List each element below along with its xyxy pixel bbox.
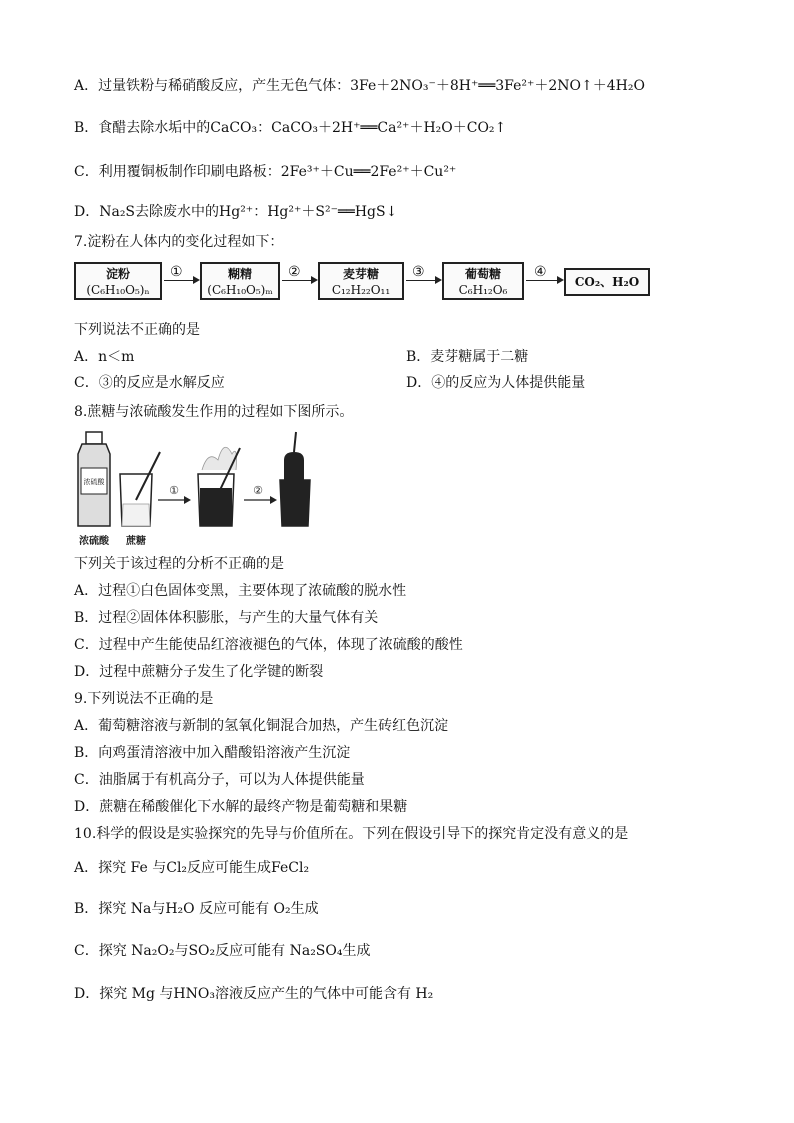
q7-option-b: B．麦芽糖属于二糖 [406,349,529,365]
flow-box-products: CO₂、H₂O [564,268,650,296]
reacting-beaker-icon [198,447,240,526]
q8-experiment-figure [72,430,320,550]
q9-stem: 9.下列说法不正确的是 [74,691,214,707]
sugar-beaker-icon [120,452,160,526]
q8-option-c: C．过程中产生能使品红溶液褪色的气体，体现了浓硫酸的酸性 [74,637,463,653]
q8-stem: 8.蔗糖与浓硫酸发生作用的过程如下图所示。 [74,404,354,420]
q6-option-d-equation: Hg²⁺＋S²⁻══HgS↓ [267,204,398,220]
q7-option-a: A．n＜m [74,349,135,365]
q6-option-a-equation: 3Fe＋2NO₃⁻＋8H⁺══3Fe²⁺＋2NO↑＋4H₂O [350,78,645,94]
q10-option-c: C．探究 Na₂O₂与SO₂反应可能有 Na₂SO₄生成 [74,943,371,959]
q10-option-b: B．探究 Na与H₂O 反应可能有 O₂生成 [74,901,319,917]
q9-option-a: A．葡萄糖溶液与新制的氢氧化铜混合加热，产生砖红色沉淀 [74,718,449,734]
q7-ask: 下列说法不正确的是 [74,322,200,338]
flow-step-1: ① [170,264,183,280]
q6-option-c: C．利用覆铜板制作印刷电路板：2Fe³⁺＋Cu══2Fe²⁺＋Cu²⁺ [74,164,457,180]
fig-step-2: ② [253,484,263,497]
q9-option-c: C．油脂属于有机高分子，可以为人体提供能量 [74,772,365,788]
q7-option-c: C．③的反应是水解反应 [74,375,225,391]
q10-stem: 10.科学的假设是实验探究的先导与价值所在。下列在假设引导下的探究肯定没有意义的是 [74,826,629,842]
flow-arrow-3 [406,280,440,281]
q9-option-b: B．向鸡蛋清溶液中加入醋酸铅溶液产生沉淀 [74,745,351,761]
q7-flow-diagram [74,262,654,304]
flow-arrow-2 [282,280,316,281]
bottle-label: 浓硫酸 [83,478,105,486]
fig-step-1: ① [169,484,179,497]
q8-option-a: A．过程①白色固体变黑，主要体现了浓硫酸的脱水性 [74,583,407,599]
q6-option-a: A．过量铁粉与稀硝酸反应，产生无色气体：3Fe＋2NO₃⁻＋8H⁺══3Fe²⁺＋2NO↑＋4H₂O [74,78,645,94]
q6-option-b-equation: CaCO₃＋2H⁺══Ca²⁺＋H₂O＋CO₂↑ [271,120,507,136]
q6-option-d: D．Na₂S去除废水中的Hg²⁺：Hg²⁺＋S²⁻══HgS↓ [74,204,398,220]
fig-label-acid: 浓硫酸 [79,536,109,547]
experiment-illustration [72,430,320,550]
flow-box-maltose: 麦芽糖 C₁₂H₂₂O₁₁ [318,262,404,300]
q6-option-c-equation: 2Fe³⁺＋Cu══2Fe²⁺＋Cu²⁺ [280,164,457,180]
flow-step-3: ③ [412,264,425,280]
flow-arrow-1 [164,280,198,281]
q8-option-b: B．过程②固体体积膨胀，与产生的大量气体有关 [74,610,379,626]
q7-option-d: D．④的反应为人体提供能量 [406,375,586,391]
q8-option-d: D．过程中蔗糖分子发生了化学键的断裂 [74,664,324,680]
q9-option-d: D．蔗糖在稀酸催化下水解的最终产物是葡萄糖和果糖 [74,799,408,815]
q8-ask: 下列关于该过程的分析不正确的是 [74,556,284,572]
fig-label-sugar: 蔗糖 [126,536,146,547]
q6-option-b: B．食醋去除水垢中的CaCO₃：CaCO₃＋2H⁺══Ca²⁺＋H₂O＋CO₂↑ [74,120,507,136]
flow-box-glucose: 葡萄糖 C₆H₁₂O₆ [442,262,524,300]
flow-box-starch: 淀粉 (C₆H₁₀O₅)ₙ [74,262,162,300]
flow-step-4: ④ [534,264,547,280]
flow-step-2: ② [288,264,301,280]
q10-option-a: A．探究 Fe 与Cl₂反应可能生成FeCl₂ [74,860,310,876]
flow-box-dextrin: 糊精 (C₆H₁₀O₅)ₘ [200,262,280,300]
acid-bottle-icon [78,432,110,526]
flow-arrow-4 [526,280,562,281]
q7-stem: 7.淀粉在人体内的变化过程如下： [74,234,284,250]
q10-option-d: D．探究 Mg 与HNO₃溶液反应产生的气体中可能含有 H₂ [74,986,434,1002]
expanded-carbon-beaker-icon [280,432,310,526]
